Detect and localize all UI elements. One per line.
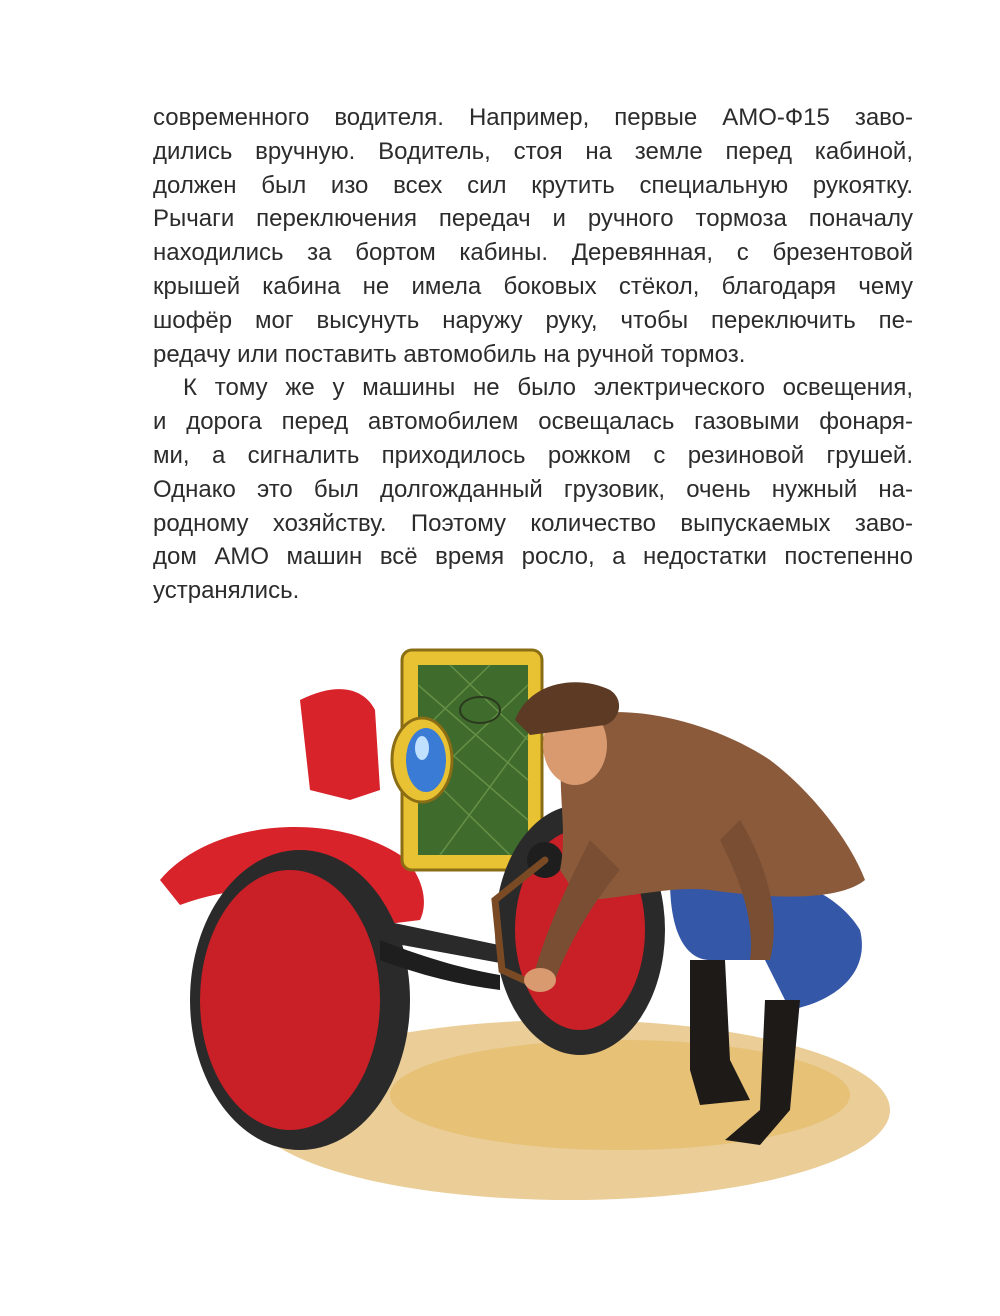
text-line: современного водителя. Например, первые АМО-Ф15 заво- [153,104,913,131]
text-line: ми, а сигналить приходилось рожком с резиновой грушей. [153,441,913,469]
illustration-driver-cranking-truck [150,640,890,1220]
driver-hand [524,968,556,992]
truck-front-wheel-fender-inner [200,870,380,1130]
text-line: Однако это был долгожданный грузовик, очень нужный на- [153,475,913,503]
text-line: Рычаги переключения передач и ручного тормоза поначалу [153,205,913,233]
text-line: шофёр мог высунуть наружу руку, чтобы переключить пе- [153,306,913,334]
body-text [153,101,913,608]
headlamp-glass [406,728,446,792]
text-line: должен был изо всех сил крутить специальную рукоятку. [153,171,913,199]
text-line: находились за бортом кабины. Деревянная, с брезентовой [153,239,913,267]
text-line: дились вручную. Водитель, стоя на земле перед кабиной, [153,137,913,165]
headlamp-glare [415,736,429,760]
text-line: устранялись. [153,577,300,605]
text-line: дом АМО машин всё время росло, а недостатки постепенно [153,543,913,571]
driver-boot-left [690,960,750,1105]
text-line: крышей кабина не имела боковых стёкол, благодаря чему [153,272,913,300]
text-line: и дорога перед автомобилем освещалась газовыми фонаря- [153,408,913,436]
text-line: К тому же у машины не было электрического освещения, [183,374,913,402]
text-line: редачу или поставить автомобиль на ручной тормоз. [153,340,746,368]
text-line: родному хозяйству. Поэтому количество выпускаемых заво- [153,509,913,537]
truck-body [300,689,380,800]
